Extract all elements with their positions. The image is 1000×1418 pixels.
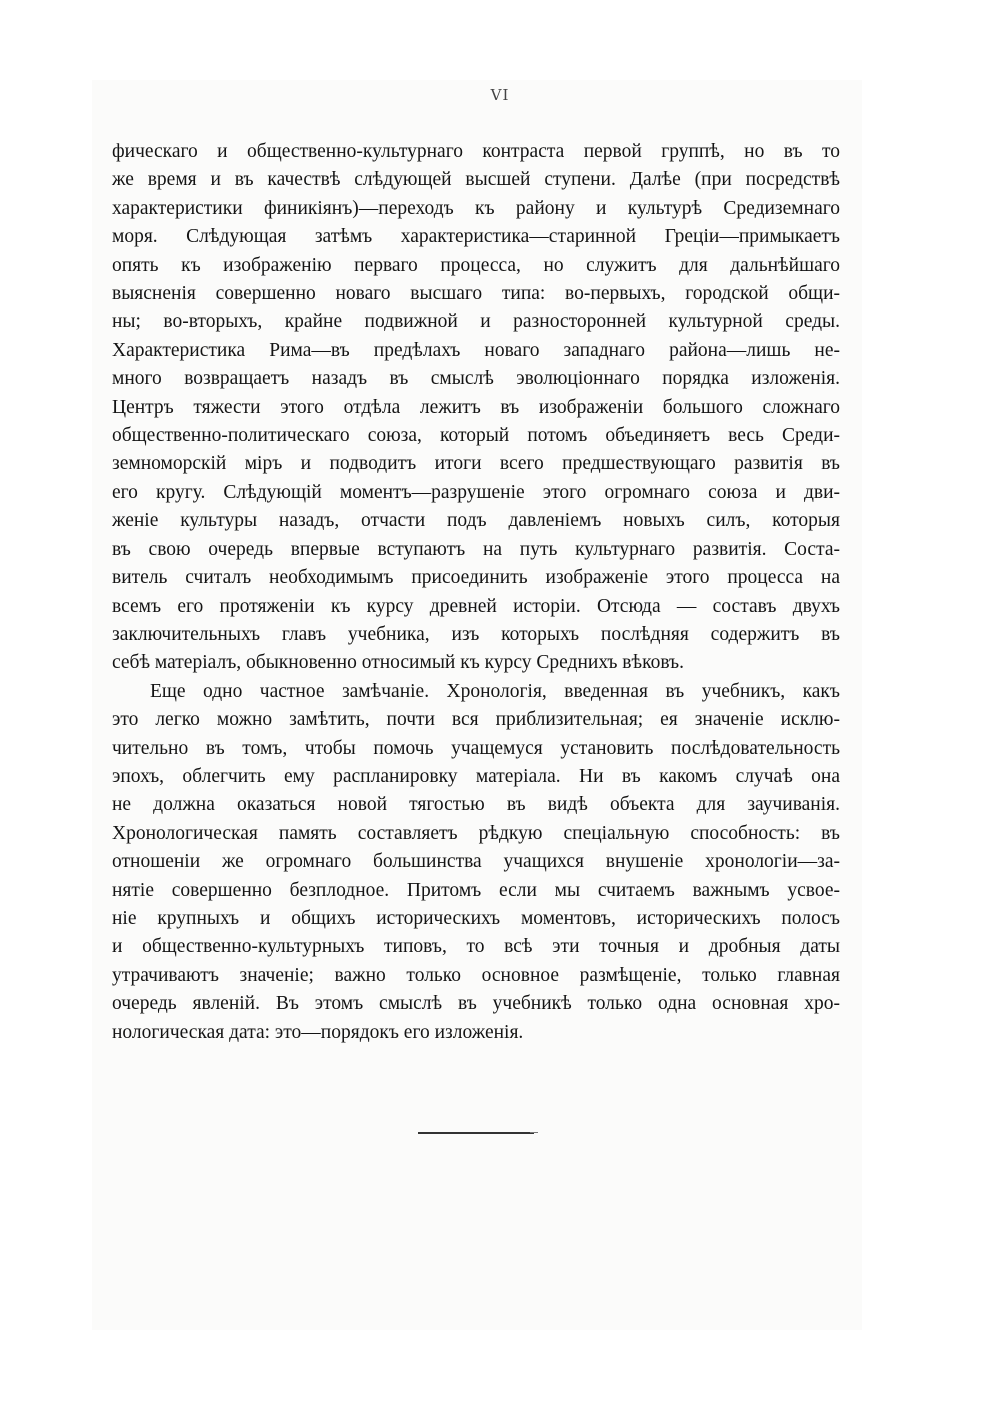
text-line: нологическая дата: это—порядокъ его изложенія. [112, 1021, 524, 1043]
text-line: ны; во-вторыхъ, крайне подвижной и разносторонней культурной среды. [112, 311, 840, 333]
text-line: не должна оказаться новой тягостью въ видѣ объекта для заучиванія. [112, 794, 840, 816]
text-line: общественно-политическаго союза, который потомъ объединяетъ весь Среди- [112, 425, 840, 447]
end-ornament-rule [418, 1132, 534, 1134]
text-line: Центръ тяжести этого отдѣла лежитъ въ изображеніи большого сложнаго [112, 396, 840, 418]
text-line: моря. Слѣдующая затѣмъ характеристика—старинной Греціи—примыкаетъ [112, 226, 840, 248]
text-line: характеристики финикіянъ)—переходъ къ району и культурѣ Средиземнаго [112, 197, 840, 219]
text-line: его кругу. Слѣдующій моментъ—разрушеніе этого огромнаго союза и дви- [112, 481, 840, 503]
text-line: выясненія совершенно новаго высшаго типа: во-первыхъ, городской общи- [112, 283, 840, 305]
page-number: VI [490, 86, 510, 104]
text-line: много возвращаетъ назадъ въ смыслѣ эволюціоннаго порядка изложенія. [112, 368, 840, 390]
text-line: и общественно-культурныхъ типовъ, то всѣ эти точныя и дробныя даты [112, 936, 840, 958]
text-line: заключительныхъ главъ учебника, изъ которыхъ послѣдняя содержитъ въ [112, 623, 840, 645]
text-line: себѣ матеріалъ, обыкновенно относимый къ курсу Среднихъ вѣковъ. [112, 652, 685, 674]
text-line: женіе культуры назадъ, отчасти подъ давленіемъ новыхъ силъ, которыя [112, 510, 840, 532]
text-line: это легко можно замѣтить, почти вся приблизительная; ея значеніе исклю- [112, 709, 840, 731]
text-line: эпохъ, облегчить ему распланировку матеріала. Ни въ какомъ случаѣ она [112, 765, 840, 787]
text-line: отношеніи же огромнаго большинства учащихся внушеніе хронологіи—за- [112, 851, 840, 873]
text-line: очередь явленій. Въ этомъ смыслѣ въ учебникѣ только одна основная хро- [112, 993, 840, 1015]
text-line: всемъ его протяженіи къ курсу древней исторіи. Отсюда — составъ двухъ [112, 595, 840, 617]
text-line: фическаго и общественно-культурнаго контраста первой группѣ, но въ то [112, 141, 840, 162]
text-line: опять къ изображенію перваго процесса, но служитъ для дальнѣйшаго [112, 254, 840, 276]
text-line: ніе крупныхъ и общихъ историческихъ моментовъ, историческихъ полосъ [112, 907, 840, 929]
text-line: чительно въ томъ, чтобы помочь учащемуся установить послѣдовательность [112, 737, 840, 759]
text-line: Хронологическая память составляетъ рѣдкую спеціальную способность: въ [112, 822, 840, 844]
text-line: земноморскій міръ и подводитъ итоги всего предшествующаго развитія въ [112, 453, 840, 475]
text-line: витель считалъ необходимымъ присоединить изображеніе этого процесса на [112, 567, 840, 589]
text-line: же время и въ качествѣ слѣдующей высшей ступени. Далѣе (при посредствѣ [112, 169, 840, 191]
text-line: Еще одно частное замѣчаніе. Хронологія, введенная въ учебникъ, какъ [150, 680, 840, 702]
text-line: въ свою очередь впервые вступаютъ на путь культурнаго развитія. Соста- [112, 538, 840, 560]
text-line: утрачиваютъ значеніе; важно только основное размѣщеніе, только главная [112, 964, 840, 986]
body-text [112, 138, 840, 1047]
text-line: Характеристика Рима—въ предѣлахъ новаго западнаго района—лишь не- [112, 339, 840, 361]
text-line: нятіе совершенно безплодное. Притомъ если мы считаемъ важнымъ усвое- [112, 879, 840, 901]
